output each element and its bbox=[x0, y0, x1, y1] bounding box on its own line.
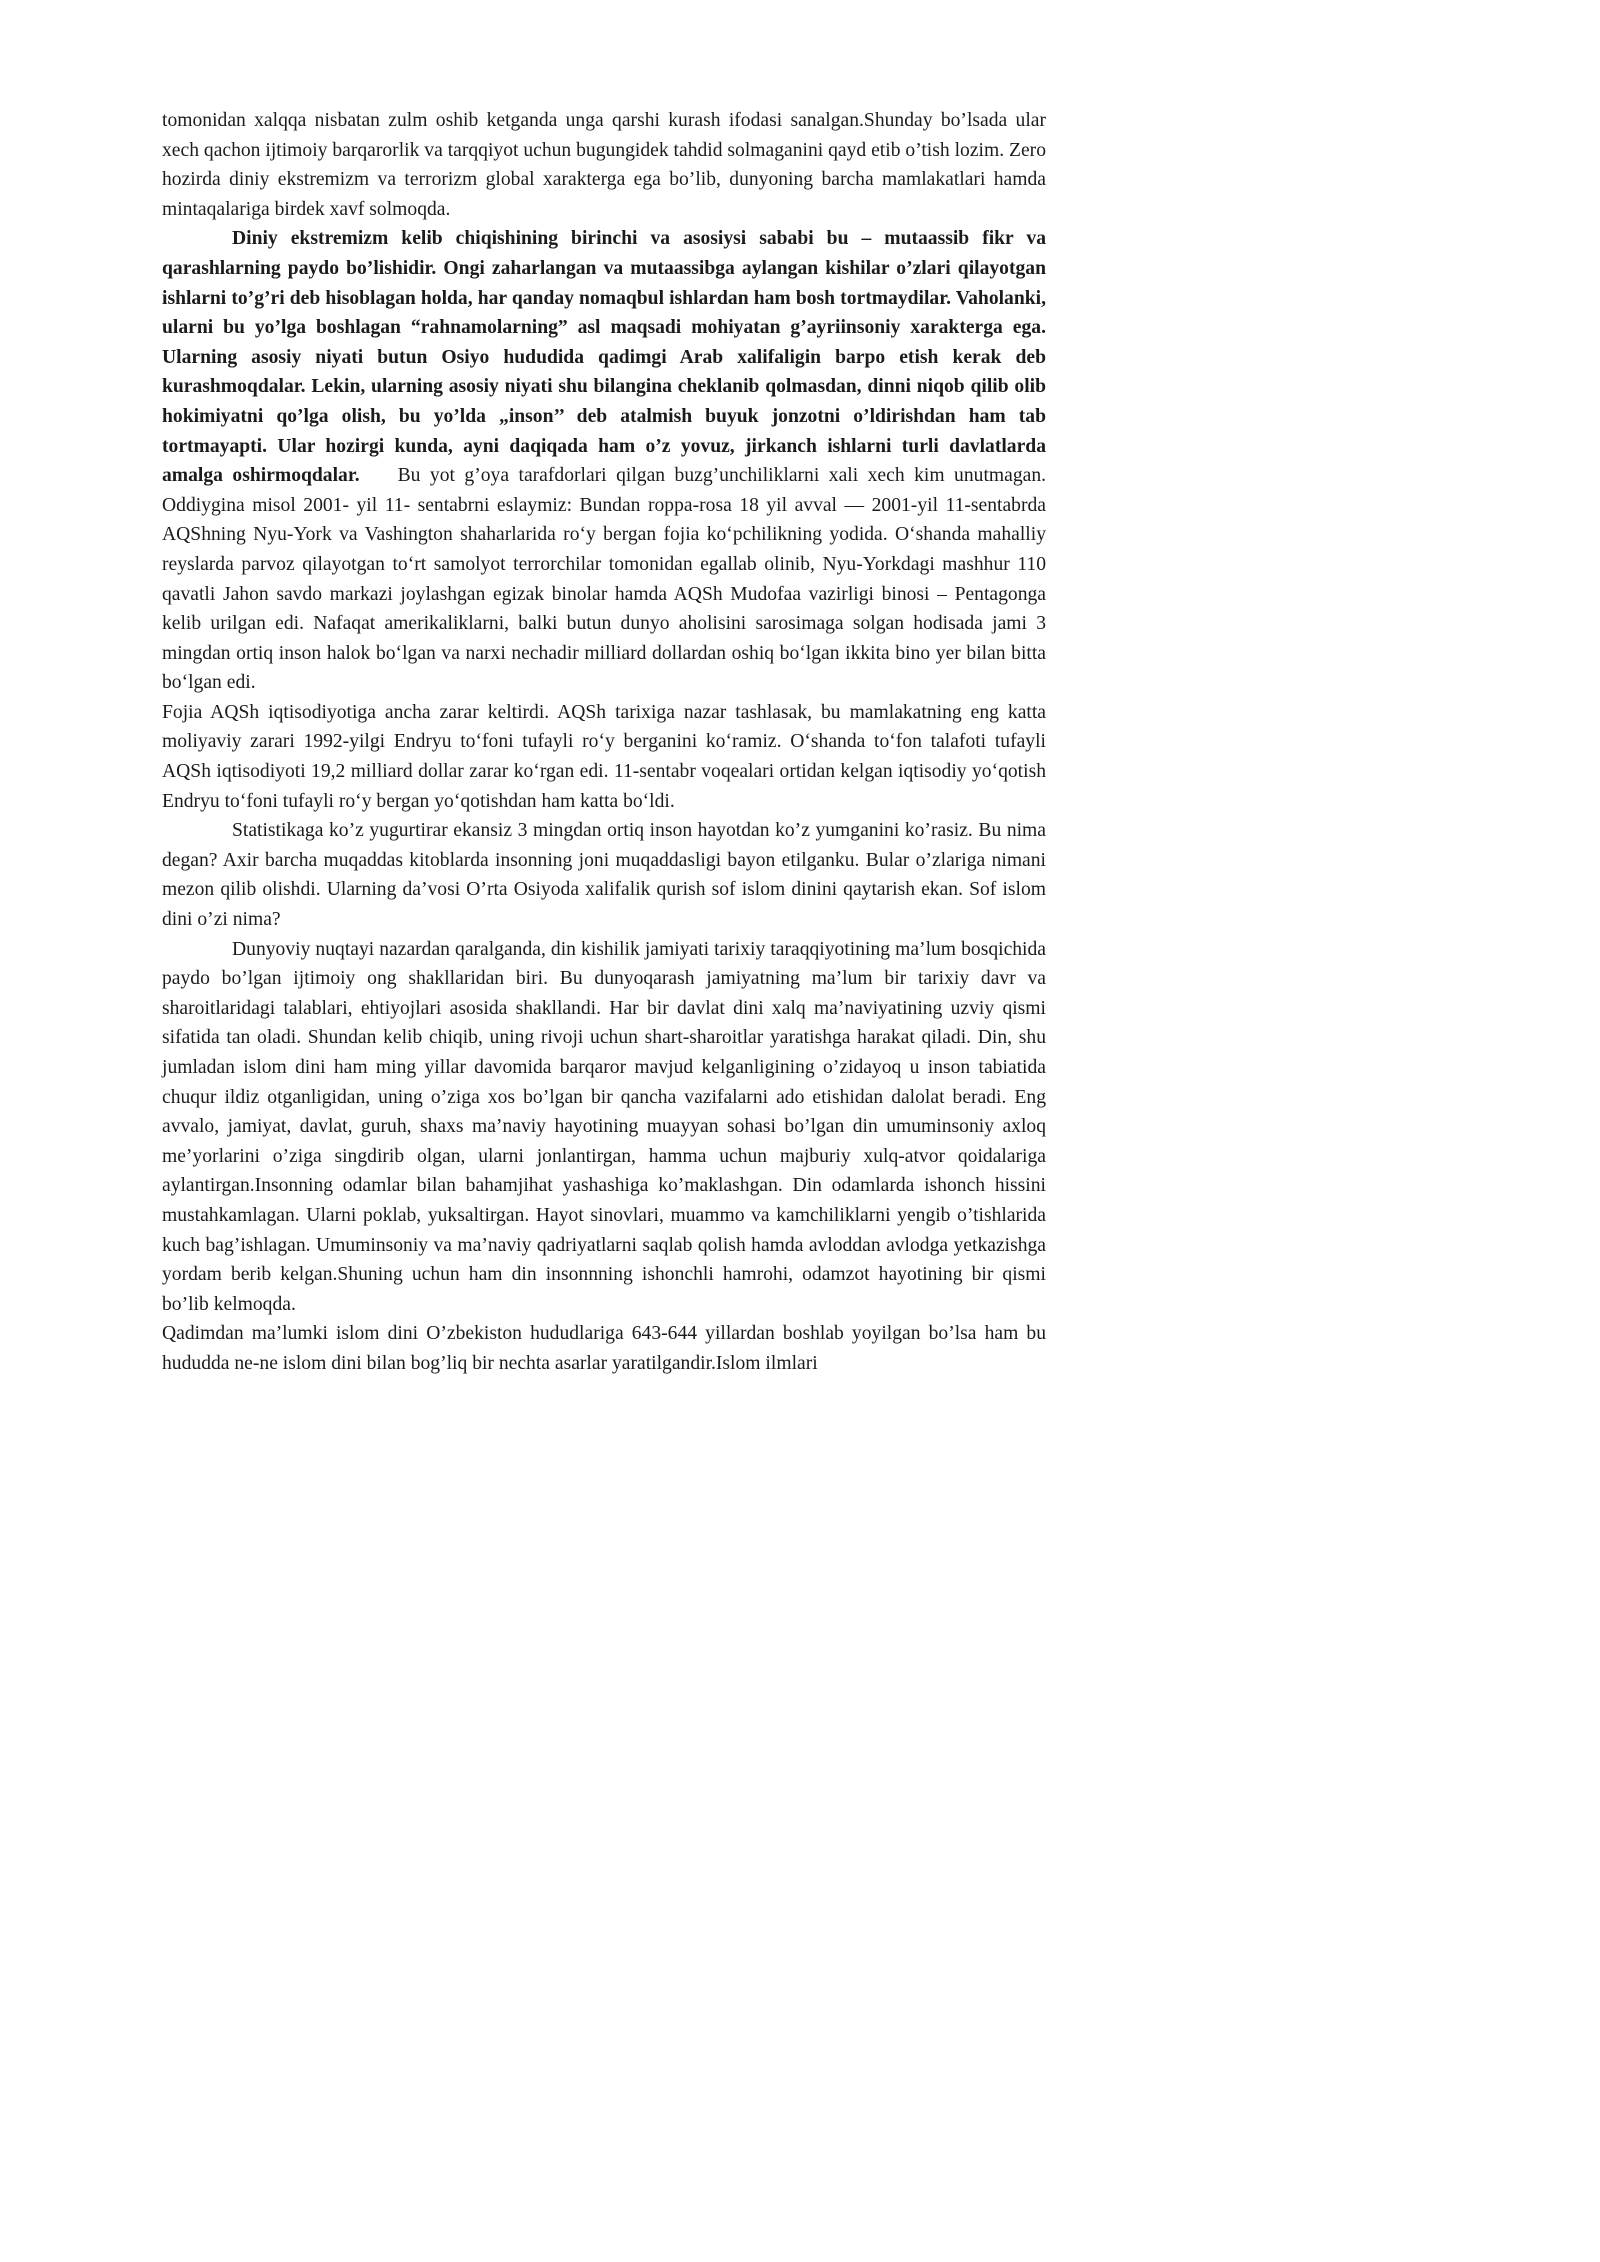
paragraph-2 bbox=[162, 224, 1046, 698]
document-body bbox=[162, 106, 1046, 1379]
paragraph-1: tomonidan xalqqa nisbatan zulm oshib ketganda unga qarshi kurash ifodasi sanalgan.Shunday bo’lsada ular xech qachon ijtimoiy barqarorlik va tarqqiyot uchun bugungidek tahdid solmaganini qayd etib o’tish lozim. Zero hozirda diniy ekstremizm va terrorizm global xarakterga ega bo’lib, dunyoning barcha mamlakatlari hamda mintaqalariga birdek xavf solmoqda. bbox=[162, 110, 1046, 220]
paragraph-5: Dunyoviy nuqtayi nazardan qaralganda, din kishilik jamiyati tarixiy taraqqiyotining ma’lum bosqichida paydo bo’lgan ijtimoiy ong shakllaridan biri. Bu dunyoqarash jamiyatning ma’lum bir tarixiy davr va sharoitlaridagi talablari, ehtiyojlari asosida shakllandi. Har bir davlat dini xalq ma’naviyatining uzviy qismi sifatida tan oladi. Shundan kelib chiqib, uning rivoji uchun shart-sharoitlar yaratishga harakat qiladi. Din, shu jumladan islom dini ham ming yillar davomida barqaror mavjud kelganligining o’zidayoq u inson tabiatida chuqur ildiz otganligidan, uning o’ziga xos bo’lgan bir qancha vazifalarni ado etishidan dalolat beradi. Eng avvalo, jamiyat, davlat, guruh, shaxs ma’naviy hayotining muayyan sohasi bo’lgan din umuminsoniy axloq me’yorlarini o’ziga singdirib olgan, ularni jonlantirgan, hamma uchun majburiy xulq-atvor qoidalariga aylantirgan.Insonning odamlar bilan bahamjihat yashashiga ko’maklashgan. Din odamlarda ishonch hissini mustahkamlagan. Ularni poklab, yuksaltirgan. Hayot sinovlari, muammo va kamchiliklarni yengib o’tishlarida kuch bag’ishlagan. Umuminsoniy va ma’naviy qadriyatlarni saqlab qolish hamda avloddan avlodga yetkazishga yordam berib kelgan.Shuning uchun ham din insonnning ishonchli hamrohi, odamzot hayotining bir qismi bo’lib kelmoqda. bbox=[162, 938, 1046, 1315]
paragraph-2-bold-text: Diniy ekstremizm kelib chiqishining birinchi va asosiysi sababi bu – mutaassib fikr va qarashlarning paydo bo’lishidir. Ongi zaharlangan va mutaassibga aylangan kishilar o’zlari qilayotgan ishlarni to’g’ri deb hisoblagan holda, har qanday nomaqbul ishlardan ham bosh tortmaydilar. Vaholanki, ularni bu yo’lga boshlagan “rahnamolarning” asl maqsadi mohiyatan g’ayriinsoniy xarakterga ega. Ularning asosiy niyati butun Osiyo hududida qadimgi Arab xalifaligin barpo etish kerak deb kurashmoqdalar. Lekin, ularning asosiy niyati shu bilangina cheklanib qolmasdan, dinni niqob qilib olib hokimiyatni qo’lga olish, bu yo’lda „inson’’ deb atalmish buyuk jonzotni o’ldirishdan ham tab tortmayapti. Ular hozirgi kunda, ayni daqiqada ham o’z yovuz, jirkanch ishlarni turli davlatlarda amalga oshirmoqdalar. bbox=[162, 228, 1046, 487]
paragraph-4: Statistikaga ko’z yugurtirar ekansiz 3 mingdan ortiq inson hayotdan ko’z yumganini ko’rasiz. Bu nima degan? Axir barcha muqaddas kitoblarda insonning joni muqaddasligi bayon etilganku. Bular o’zlariga nimani mezon qilib olishdi. Ularning da’vosi O’rta Osiyoda xalifalik qurish sof islom dinini qaytarish ekan. Sof islom dini o’zi nima? bbox=[162, 820, 1046, 931]
paragraph-3: Fojia AQSh iqtisodiyotiga ancha zarar keltirdi. AQSh tarixiga nazar tashlasak, bu mamlakatning eng katta moliyaviy zarari 1992-yilgi Endryu to‘foni tufayli ro‘y berganini ko‘ramiz. O‘shanda to‘fon talafoti tufayli AQSh iqtisodiyoti 19,2 milliard dollar zarar ko‘rgan edi. 11-sentabr voqealari ortidan kelgan iqtisodiy yo‘qotish Endryu to‘foni tufayli ro‘y bergan yo‘qotishdan ham katta bo‘ldi. bbox=[162, 701, 1046, 812]
paragraph-2-regular-text: Bu yot g’oya tarafdorlari qilgan buzg’unchiliklarni xali xech kim unutmagan. Oddiygina misol 2001- yil 11- sentabrni eslaymiz: Bundan roppa-rosa 18 yil avval — 2001-yil 11-sentabrda AQShning Nyu-York va Vashington shaharlarida ro‘y bergan fojia ko‘pchilikning yodida. O‘shanda mahalliy reyslarda parvoz qilayotgan to‘rt samolyot terrorchilar tomonidan egallab olinib, Nyu-Yorkdagi mashhur 110 qavatli Jahon savdo markazi joylashgan egizak binolar hamda AQSh Mudofaa vazirligi binosi – Pentagonga kelib urilgan edi. Nafaqat amerikaliklarni, balki butun dunyo aholisini sarosimaga solgan hodisada jami 3 mingdan ortiq inson halok bo‘lgan va narxi nechadir milliard dollardan oshiq bo‘lgan ikkita bino yer bilan bitta bo‘lgan edi. bbox=[162, 465, 1047, 694]
paragraph-6: Qadimdan ma’lumki islom dini O’zbekiston hududlariga 643-644 yillardan boshlab yoyilgan bo’lsa ham bu hududda ne-ne islom dini bilan bog’liq bir nechta asarlar yaratilgandir.Islom ilmlari bbox=[162, 1323, 1046, 1374]
